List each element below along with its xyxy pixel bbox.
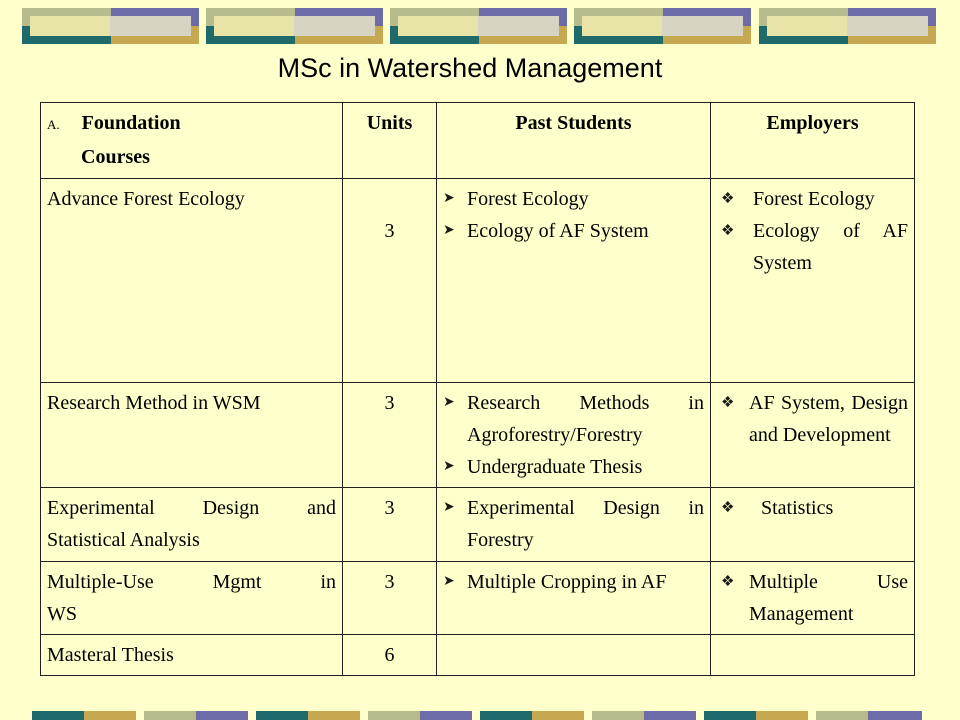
past-students-cell bbox=[437, 488, 711, 562]
course-name: Research Method in WSM bbox=[47, 392, 261, 414]
diamond-bullet-icon: ❖ bbox=[721, 191, 735, 207]
list-item: ❖ Statistics bbox=[717, 492, 908, 524]
employers-cell bbox=[711, 383, 915, 488]
bottom-decorative-banner bbox=[32, 711, 922, 720]
header-foundation-courses bbox=[41, 103, 343, 179]
list-item: ➤ Undergraduate Thesis bbox=[443, 451, 704, 483]
units-cell: 3 bbox=[343, 179, 437, 383]
header-employers: Employers bbox=[711, 103, 915, 179]
list-item: ➤ Forest Ecology bbox=[443, 183, 704, 215]
employers-cell bbox=[711, 562, 915, 635]
course-cell bbox=[41, 562, 343, 635]
decorative-block bbox=[22, 8, 199, 44]
diamond-bullet-icon: ❖ bbox=[721, 223, 735, 239]
list-item: ➤ Ecology of AF System bbox=[443, 215, 704, 247]
course-cell bbox=[41, 488, 343, 562]
arrow-bullet-icon: ➤ bbox=[443, 191, 455, 206]
decorative-block bbox=[206, 8, 383, 44]
past-students-cell bbox=[437, 383, 711, 488]
list-item: ❖ Multiple Use Management bbox=[717, 566, 908, 630]
units-cell: 3 bbox=[343, 488, 437, 562]
course-table bbox=[40, 102, 915, 676]
list-item: ➤ Research Methods in Agroforestry/Forestry bbox=[443, 387, 704, 451]
diamond-bullet-icon: ❖ bbox=[721, 574, 735, 590]
decorative-block bbox=[390, 8, 567, 44]
list-item: ➤ Multiple Cropping in AF bbox=[443, 566, 704, 598]
slide-title: MSc in Watershed Management bbox=[277, 53, 663, 83]
list-item: ❖ Forest Ecology bbox=[717, 183, 908, 215]
employers-cell bbox=[711, 635, 915, 676]
header-foundation: Foundation bbox=[81, 112, 181, 134]
list-item: ➤ Experimental Design in Forestry bbox=[443, 492, 704, 556]
diamond-bullet-icon: ❖ bbox=[721, 500, 735, 516]
course-cell bbox=[41, 383, 343, 488]
header-prefix: A. bbox=[47, 117, 60, 132]
course-name: Experimental Design and bbox=[47, 497, 336, 519]
employers-cell bbox=[711, 488, 915, 562]
course-cell bbox=[41, 635, 343, 676]
top-decorative-banner bbox=[22, 8, 938, 44]
course-name-continued: WS bbox=[47, 603, 77, 625]
past-students-cell bbox=[437, 562, 711, 635]
course-name: Multiple-Use Mgmt in bbox=[47, 571, 336, 593]
table-row bbox=[41, 179, 915, 383]
course-cell bbox=[41, 179, 343, 383]
table-row bbox=[41, 635, 915, 676]
course-name: Masteral Thesis bbox=[47, 644, 174, 666]
decorative-block bbox=[574, 8, 751, 44]
past-students-cell bbox=[437, 179, 711, 383]
list-item: ❖ AF System, Design and Development bbox=[717, 387, 908, 451]
table-row bbox=[41, 562, 915, 635]
units-cell: 6 bbox=[343, 635, 437, 676]
table-row bbox=[41, 383, 915, 488]
past-students-cell bbox=[437, 635, 711, 676]
list-item: ❖ Ecology of AF System bbox=[717, 215, 908, 279]
header-past-students: Past Students bbox=[437, 103, 711, 179]
arrow-bullet-icon: ➤ bbox=[443, 574, 455, 589]
units-cell: 3 bbox=[343, 383, 437, 488]
diamond-bullet-icon: ❖ bbox=[721, 395, 735, 411]
employers-cell bbox=[711, 179, 915, 383]
arrow-bullet-icon: ➤ bbox=[443, 500, 455, 515]
units-cell: 3 bbox=[343, 562, 437, 635]
table-row bbox=[41, 488, 915, 562]
arrow-bullet-icon: ➤ bbox=[443, 395, 455, 410]
course-name-continued: Statistical Analysis bbox=[47, 529, 200, 551]
decorative-block bbox=[759, 8, 936, 44]
arrow-bullet-icon: ➤ bbox=[443, 223, 455, 238]
table-header-row bbox=[41, 103, 915, 179]
arrow-bullet-icon: ➤ bbox=[443, 459, 455, 474]
course-name: Advance Forest Ecology bbox=[47, 188, 245, 210]
header-courses: Courses bbox=[81, 146, 150, 168]
header-units: Units bbox=[343, 103, 437, 179]
